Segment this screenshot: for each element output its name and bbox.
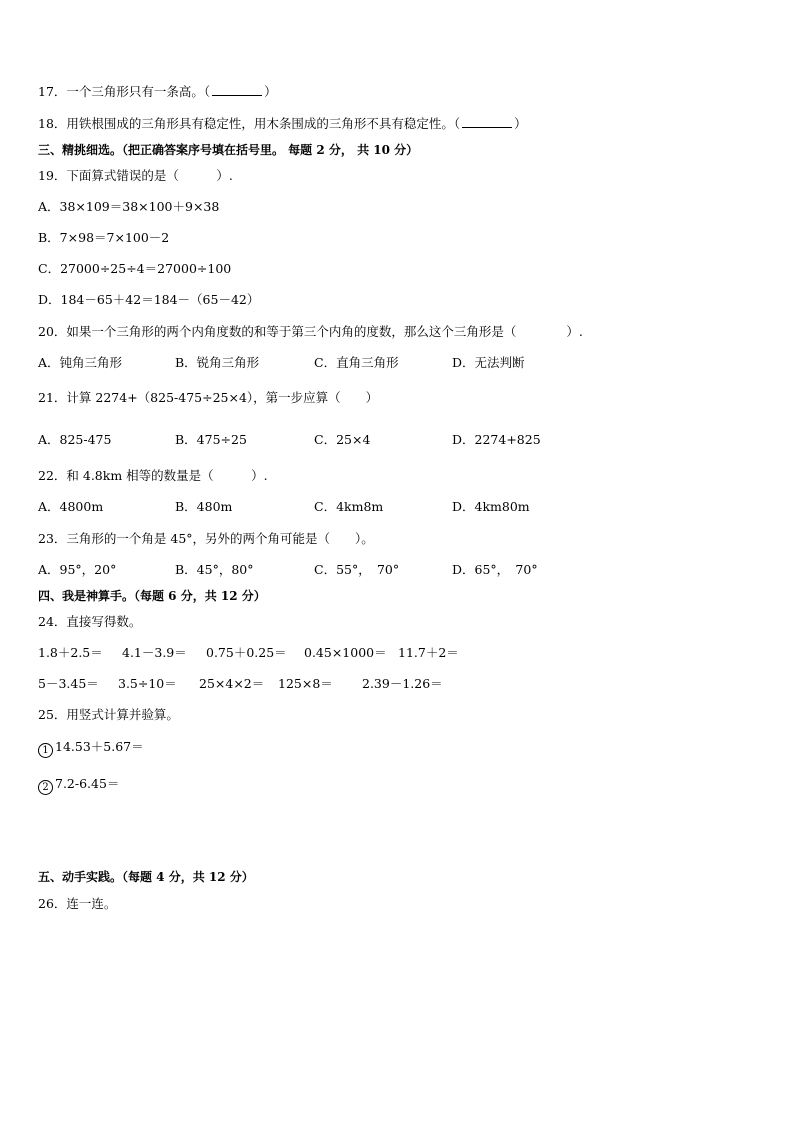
calc-item: 2.39－1.26＝ — [362, 676, 443, 691]
question-20-option-b[interactable]: B．锐角三角形 — [175, 355, 260, 370]
question-21-option-d[interactable]: D．2274+825 — [452, 432, 541, 447]
question-20-option-a[interactable]: A．钝角三角形 — [38, 355, 123, 370]
vertical-calc-item-1: 1 14.53＋5.67＝ — [38, 739, 144, 758]
calc-item: 3.5÷10＝ — [118, 676, 177, 691]
question-23-option-b[interactable]: B．45°，80° — [175, 562, 254, 577]
circled-number: 1 — [38, 743, 53, 758]
calc-item: 11.7＋2＝ — [398, 645, 459, 660]
calc-item: 25×4×2＝ — [199, 676, 265, 691]
question-25-stem: 25．用竖式计算并验算。 — [38, 707, 179, 722]
question-19-option-a[interactable]: A．38×109＝38×100＋9×38 — [38, 199, 220, 214]
question-23-option-a[interactable]: A．95°，20° — [38, 562, 117, 577]
question-22-option-a[interactable]: A．4800m — [38, 499, 104, 514]
question-19-option-d[interactable]: D．184－65＋42＝184－（65－42） — [38, 292, 260, 307]
answer-blank[interactable] — [212, 84, 262, 96]
calc-item: 1.8＋2.5＝ — [38, 645, 103, 660]
answer-blank[interactable] — [462, 116, 512, 128]
question-21-option-b[interactable]: B．475÷25 — [175, 432, 247, 447]
circled-number: 2 — [38, 780, 53, 795]
question-26-stem: 26．连一连。 — [38, 896, 117, 911]
question-23-option-c[interactable]: C．55°， 70° — [314, 562, 400, 577]
calc-item: 0.75＋0.25＝ — [206, 645, 287, 660]
question-20-option-d[interactable]: D．无法判断 — [452, 355, 525, 370]
calc-item: 125×8＝ — [278, 676, 333, 691]
question-23-stem: 23．三角形的一个角是 45°，另外的两个角可能是（ ）。 — [38, 531, 374, 546]
question-22-option-b[interactable]: B．480m — [175, 499, 233, 514]
vertical-calc-item-2: 2 7.2-6.45＝ — [38, 776, 119, 795]
question-18-text: 18．用铁根围成的三角形具有稳定性，用木条围成的三角形不具有稳定性。（ — [38, 116, 461, 131]
question-17: 17．一个三角形只有一条高。（ ） — [38, 84, 277, 99]
section-5-heading: 五、动手实践。（每题 4 分，共 12 分） — [38, 870, 254, 884]
question-19-option-c[interactable]: C．27000÷25÷4＝27000÷100 — [38, 261, 232, 276]
calc-item: 4.1－3.9＝ — [122, 645, 187, 660]
question-21-option-a[interactable]: A．825-475 — [38, 432, 112, 447]
question-20-stem: 20．如果一个三角形的两个内角度数的和等于第三个内角的度数，那么这个三角形是（ ）. — [38, 324, 583, 339]
calc-item: 5－3.45＝ — [38, 676, 99, 691]
question-20-option-c[interactable]: C．直角三角形 — [314, 355, 399, 370]
question-22-option-c[interactable]: C．4km8m — [314, 499, 384, 514]
section-4-heading: 四、我是神算手。（每题 6 分，共 12 分） — [38, 589, 266, 603]
question-18: 18．用铁根围成的三角形具有稳定性，用木条围成的三角形不具有稳定性。（ ） — [38, 116, 527, 131]
section-3-heading: 三、精挑细选。（把正确答案序号填在括号里。 每题 2 分， 共 10 分） — [38, 143, 419, 157]
question-21-option-c[interactable]: C．25×4 — [314, 432, 371, 447]
question-24-stem: 24．直接写得数。 — [38, 614, 142, 629]
question-22-stem: 22．和 4.8km 相等的数量是（ ）. — [38, 468, 268, 483]
question-19-option-b[interactable]: B．7×98＝7×100－2 — [38, 230, 170, 245]
question-19-stem: 19．下面算式错误的是（ ）. — [38, 168, 233, 183]
question-21-stem: 21．计算 2274+（825-475÷25×4），第一步应算（ ） — [38, 390, 379, 405]
question-23-option-d[interactable]: D．65°， 70° — [452, 562, 538, 577]
calc-item: 0.45×1000＝ — [304, 645, 387, 660]
question-22-option-d[interactable]: D．4km80m — [452, 499, 530, 514]
question-17-text: 17．一个三角形只有一条高。（ — [38, 84, 211, 99]
